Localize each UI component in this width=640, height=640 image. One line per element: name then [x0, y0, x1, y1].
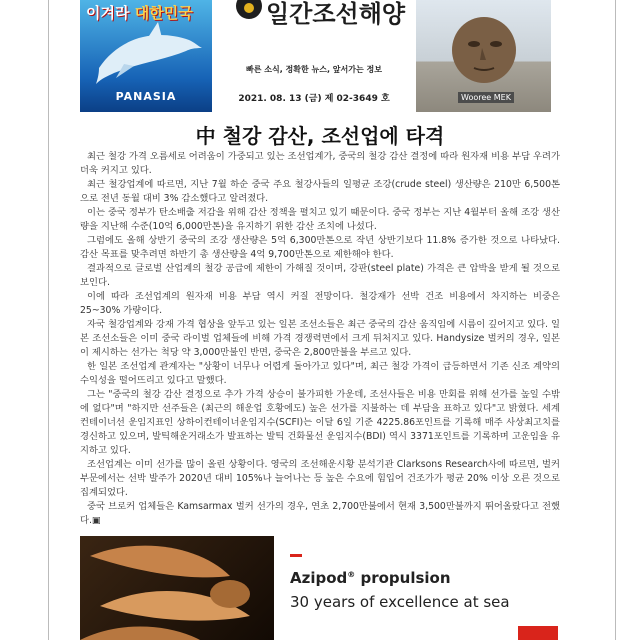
registered-mark: ® [347, 570, 356, 579]
newspaper-logo-icon [234, 0, 264, 22]
ad-product-suffix: propulsion [355, 569, 451, 587]
ad-tagline: 30 years of excellence at sea [290, 593, 510, 611]
abb-logo-icon [518, 626, 558, 640]
article-paragraph: 그럼에도 올해 상반기 중국의 조강 생산량은 5억 6,300만톤으로 작년 상반기보다 11.8% 증가한 것으로 나타났다. 감산 목표를 맞추려면 하반기 총 생산량을 4억 9,700만톤으로 제한해야 한다. [80, 235, 560, 260]
azipod-ad[interactable] [80, 536, 560, 640]
article-paragraph: 결과적으로 글로벌 산업계의 철강 공급에 제한이 가해질 것이며, 강판(steel plate) 가격은 큰 압박을 받게 될 것으로 보인다. [80, 263, 560, 288]
issue-date: 2021. 08. 13 (금) 제 02-3649 호 [238, 94, 390, 104]
article-paragraph: 한 일본 조선업계 관계자는 "상황이 너무나 어렵게 돌아가고 있다"며, 최근 철강 가격이 급등하면서 기존 신조 계약의 수익성을 떨어뜨리고 있다고 말했다. [80, 361, 560, 386]
article-paragraph: 최근 철강 가격 오름세로 어려움이 가중되고 있는 조선업계가, 중국의 철강 감산 결정에 따라 원자재 비용 부담 우려가 더욱 커지고 있다. [80, 151, 560, 176]
ad-credit: Wooree MEK [458, 92, 514, 103]
ad-copy [290, 536, 560, 640]
propeller-image [80, 536, 274, 640]
sculpture-head-icon [446, 14, 522, 84]
article-headline: 中 철강 감산, 조선업에 타격 [195, 124, 445, 148]
dolphin-icon [94, 18, 204, 88]
article-paragraph: 자국 철강업계와 강재 가격 협상을 앞두고 있는 일본 조선소들은 최근 중국의 감산 움직임에 시름이 깊어지고 있다. 일본 조선소들은 이미 중국 라이벌 업체들에 비해 가격 경쟁력면에서 크게 뒤처지고 있다. Handysize 벌커의 경우, 일본이 제시하는 선가는 척당 약 3,000만불인 반면, 중국은 2,800만불을 부르고 있다. [80, 319, 560, 358]
newspaper-tagline: 빠른 소식, 정확한 뉴스, 앞서가는 정보 [246, 65, 382, 74]
newspaper-name: 일간조선해양 [266, 0, 406, 28]
ad-slogan-part1: 이겨라 [86, 4, 130, 22]
article-paragraph: 이는 중국 정부가 탄소배출 저감을 위해 감산 정책을 펼치고 있기 때문이다. 중국 정부는 지난 4월부터 올해 조강 생산량을 지난해 수준(10억 6,000만톤)을 유지하기 위한 감산 조치에 나섰다. [80, 207, 560, 232]
masthead [214, 0, 414, 112]
ad-brand: PANASIA [115, 90, 177, 103]
article-paragraph: 최근 철강업계에 따르면, 지난 7월 하순 중국 주요 철강사들의 일평균 조강(crude steel) 생산량은 210만 6,500톤으로 전년 동월 대비 3% 감소했다고 알려졌다. [80, 179, 560, 204]
article-paragraph: 중국 브로커 업체들은 Kamsarmax 벌커 선가의 경우, 연초 2,700만불에서 현재 3,500만불까지 뛰어올랐다고 전했다.▣ [80, 501, 560, 526]
panasia-ad[interactable] [80, 0, 212, 112]
wooree-mek-ad[interactable] [416, 0, 551, 112]
article-paragraph: 조선업계는 이미 선가를 많이 올린 상황이다. 영국의 조선해운시황 분석기관 Clarksons Research사에 따르면, 벌커 부문에서는 선박 발주가 2020년 대비 105%나 늘어나는 등 높은 수요에 힘입어 건조가가 평균 20% 이상 오른 것으로 집계되었다. [80, 459, 560, 498]
accent-dash [290, 554, 302, 557]
ad-slogan-part2: 대한민국 [134, 4, 193, 22]
ad-product-name: Azipod [290, 569, 348, 587]
propeller-icon [80, 536, 274, 640]
article-paragraph: 이에 따라 조선업계의 원자재 비용 부담 역시 커질 전망이다. 철강재가 선박 건조 비용에서 차지하는 비중은 25~30% 가량이다. [80, 291, 560, 316]
ad-headline [290, 569, 451, 587]
article-body [80, 150, 560, 528]
article-paragraph: 그는 "중국의 철강 감산 결정으로 추가 가격 상승이 불가피한 가운데, 조선사들은 비용 만회를 위해 선가를 높일 수밖에 없다"며 "하지만 선주들은 (최근의 해운업 호황에도) 높은 선가를 지불하는 데 부담을 표하고 있다"고 밝혔다. 세계 컨테이너선 운임지표인 상하이컨테이너운임지수(SCFI)는 이달 6일 기준 4225.86포인트를 기록해 매주 사상최고치를 경신하고 있으며, 발틱해운거래소가 발표하는 발틱 건화물선 운임지수(BDI) 역시 3371포인트를 기록하며 고운임을 유지하고 있다. [80, 389, 560, 456]
